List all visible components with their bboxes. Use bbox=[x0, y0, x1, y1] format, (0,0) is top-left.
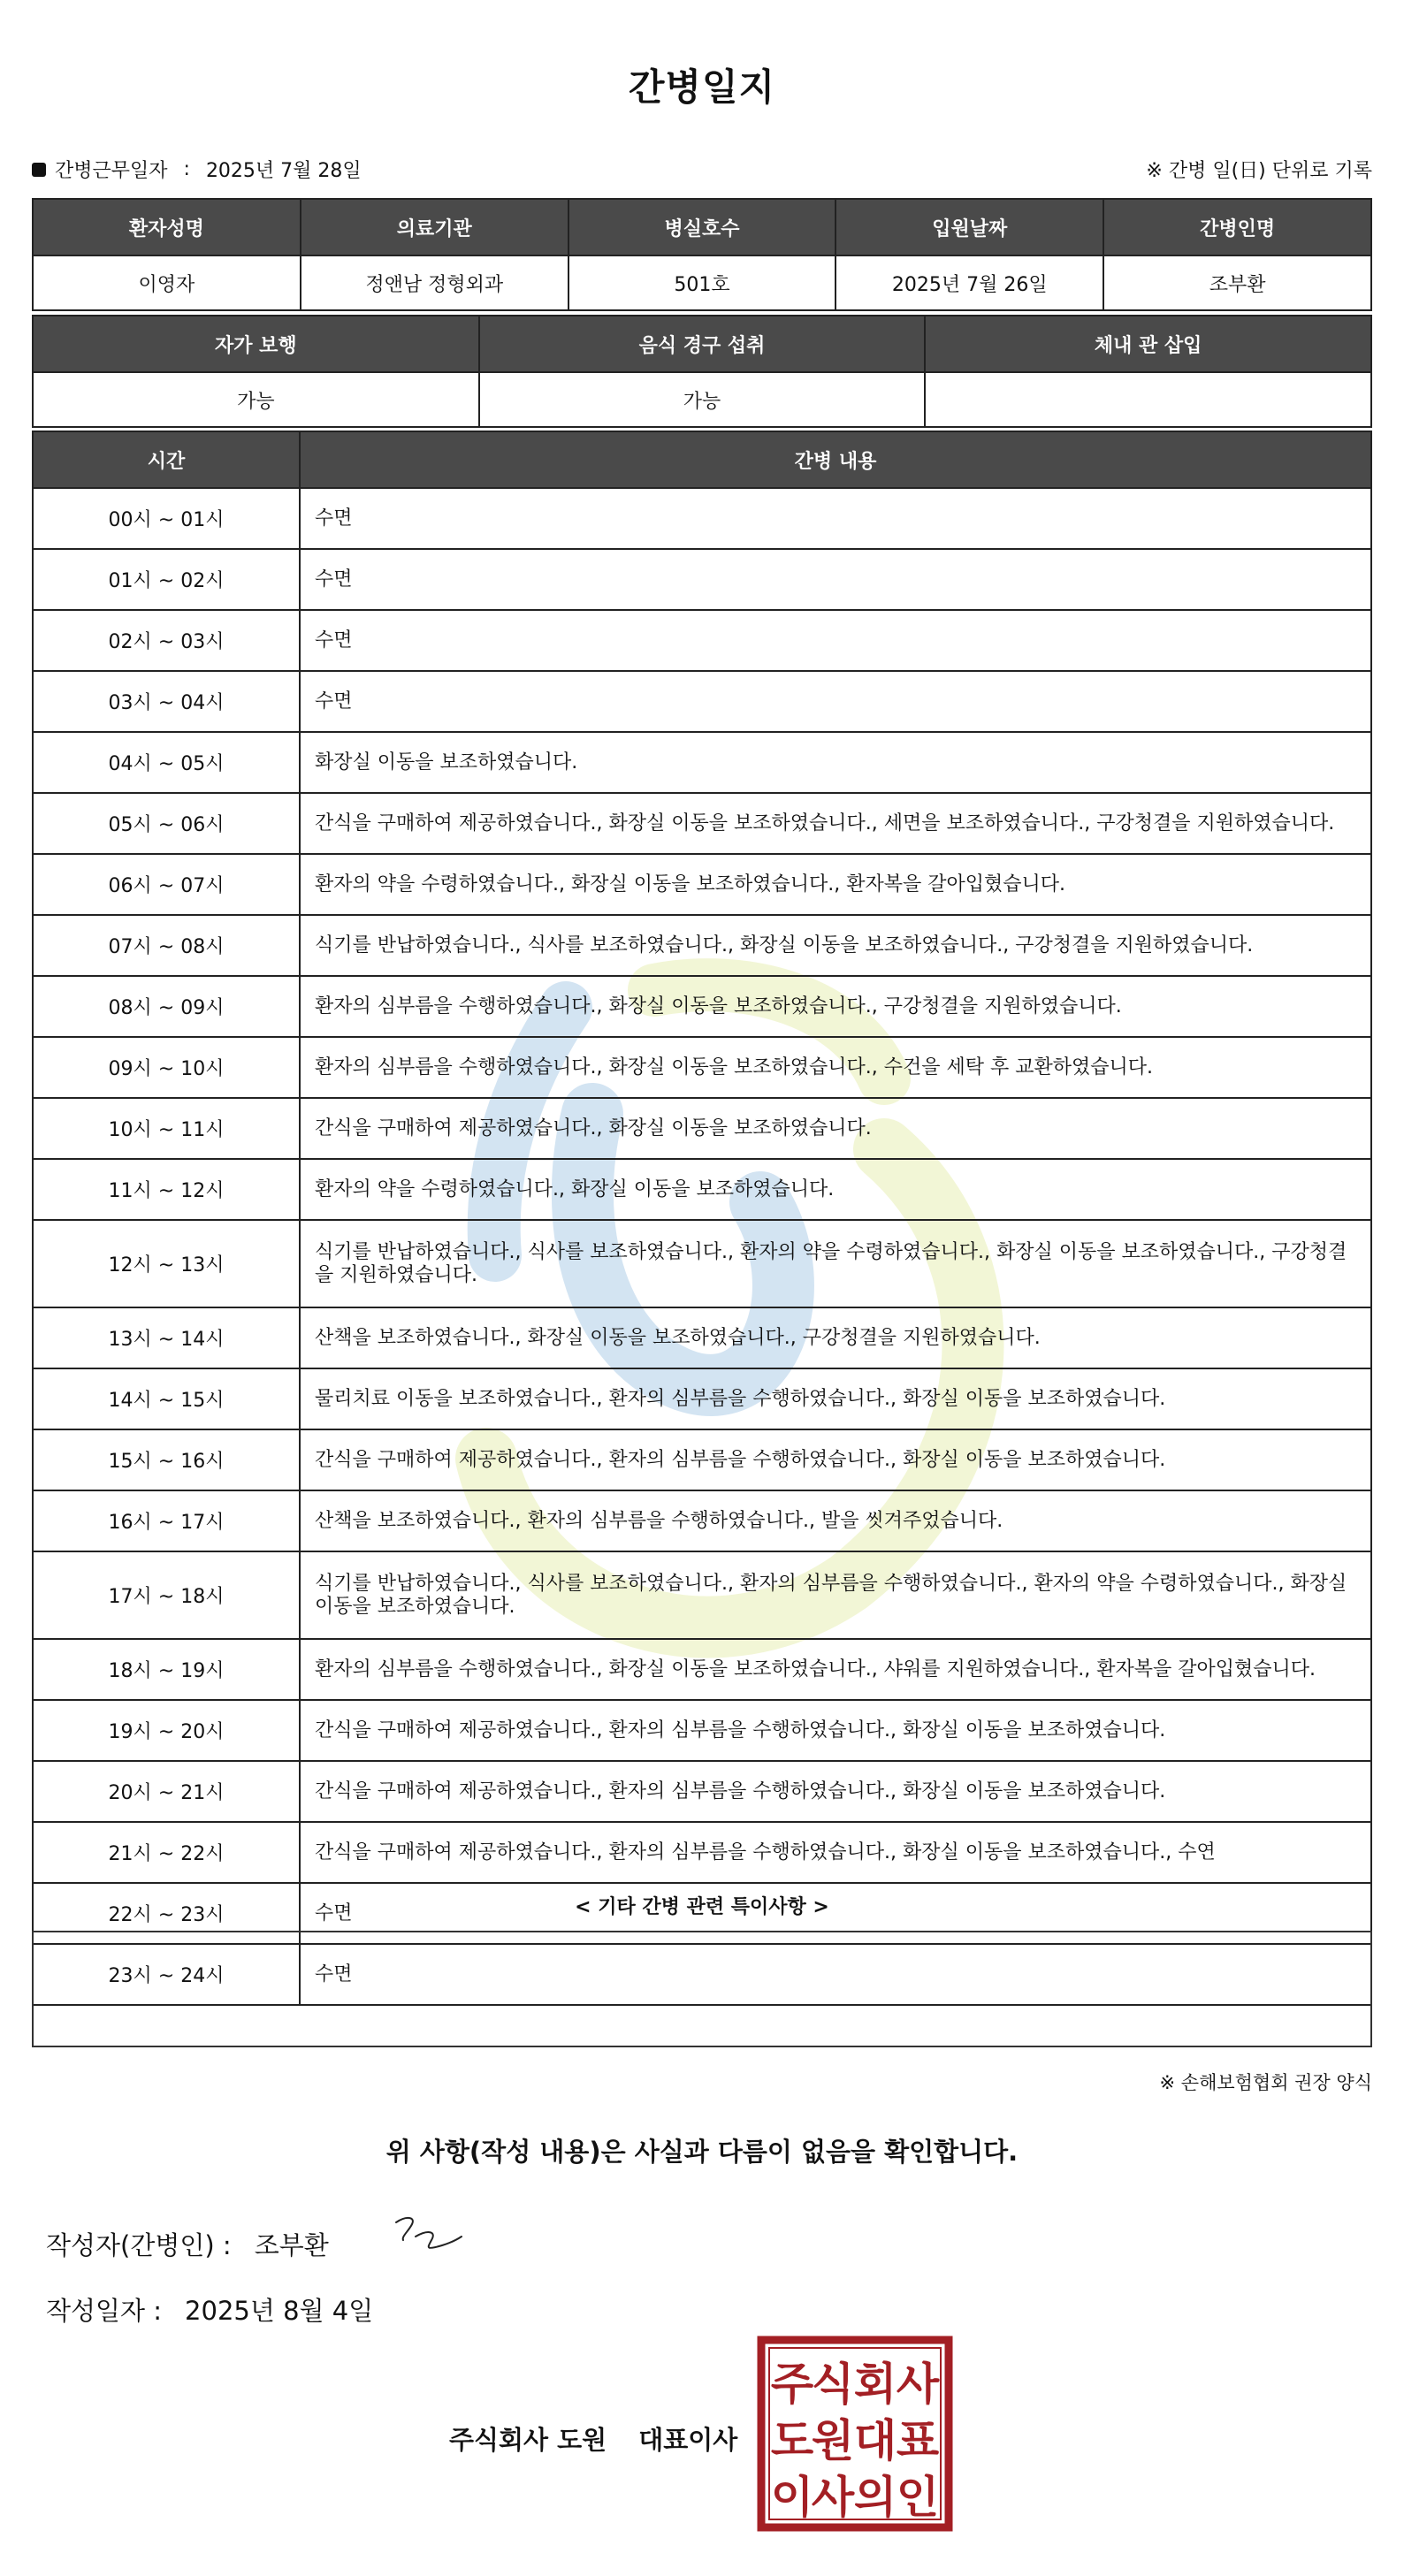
care-log-row bbox=[33, 1037, 1371, 1098]
svg-text:이: 이 bbox=[770, 2472, 814, 2523]
care-log-time: 05시 ~ 06시 bbox=[33, 793, 300, 854]
care-log-time: 06시 ~ 07시 bbox=[33, 854, 300, 915]
care-log-time: 02시 ~ 03시 bbox=[33, 610, 300, 671]
care-log-content: 환자의 심부름을 수행하였습니다., 화장실 이동을 보조하였습니다., 샤워를 지원하였습니다., 환자복을 갈아입혔습니다. bbox=[300, 1639, 1371, 1700]
care-log-row bbox=[33, 1761, 1371, 1822]
svg-text:원: 원 bbox=[811, 2415, 855, 2466]
care-log-time: 17시 ~ 18시 bbox=[33, 1551, 300, 1639]
handwritten-signature bbox=[389, 2210, 469, 2263]
care-log-time: 12시 ~ 13시 bbox=[33, 1220, 300, 1307]
work-date-value: 2025년 7월 28일 bbox=[205, 160, 362, 182]
header-hospital: 의료기관 bbox=[301, 199, 568, 255]
work-date-row bbox=[32, 156, 362, 183]
care-log-content: 간식을 구매하여 제공하였습니다., 환자의 심부름을 수행하였습니다., 화장실 이동을 보조하였습니다. bbox=[300, 1761, 1371, 1822]
care-log-content: 식기를 반납하였습니다., 식사를 보조하였습니다., 화장실 이동을 보조하였습니다., 구강청결을 지원하였습니다. bbox=[300, 915, 1371, 976]
care-log-row bbox=[33, 1159, 1371, 1220]
care-log-row bbox=[33, 1822, 1371, 1883]
care-log-content: 산책을 보조하였습니다., 환자의 심부름을 수행하였습니다., 발을 씻겨주었습니다. bbox=[300, 1490, 1371, 1551]
care-log-time: 16시 ~ 17시 bbox=[33, 1490, 300, 1551]
company-seal-stamp bbox=[757, 2336, 953, 2532]
care-log-row bbox=[33, 1429, 1371, 1490]
bullet-square-icon bbox=[32, 163, 46, 177]
care-log-time: 07시 ~ 08시 bbox=[33, 915, 300, 976]
care-log-row bbox=[33, 854, 1371, 915]
care-log-content: 환자의 심부름을 수행하였습니다., 화장실 이동을 보조하였습니다., 수건을 세탁 후 교환하였습니다. bbox=[300, 1037, 1371, 1098]
care-log-content: 수면 bbox=[300, 1883, 1371, 1944]
header-admission-date: 입원날짜 bbox=[836, 199, 1103, 255]
care-log-content: 식기를 반납하였습니다., 식사를 보조하였습니다., 환자의 심부름을 수행하였습니다., 환자의 약을 수령하였습니다., 화장실 이동을 보조하였습니다. bbox=[300, 1551, 1371, 1639]
care-log-content: 환자의 약을 수령하였습니다., 화장실 이동을 보조하였습니다. bbox=[300, 1159, 1371, 1220]
care-log-content: 식기를 반납하였습니다., 식사를 보조하였습니다., 환자의 약을 수령하였습니다., 화장실 이동을 보조하였습니다., 구강청결을 지원하였습니다. bbox=[300, 1220, 1371, 1307]
caregiver-name: 조부환 bbox=[1103, 255, 1371, 310]
care-log-content: 산책을 보조하였습니다., 화장실 이동을 보조하였습니다., 구강청결을 지원하였습니다. bbox=[300, 1307, 1371, 1368]
care-log-time: 08시 ~ 09시 bbox=[33, 976, 300, 1037]
status-header-row bbox=[33, 316, 1371, 372]
care-log-content: 간식을 구매하여 제공하였습니다., 환자의 심부름을 수행하였습니다., 화장실 이동을 보조하였습니다. bbox=[300, 1429, 1371, 1490]
document-title: 간병일지 bbox=[628, 65, 776, 109]
care-log-content: 간식을 구매하여 제공하였습니다., 환자의 심부름을 수행하였습니다., 화장실 이동을 보조하였습니다., 수연 bbox=[300, 1822, 1371, 1883]
header-tube-insertion: 체내 관 삽입 bbox=[925, 316, 1371, 372]
writer-label: 작성자(간병인) : bbox=[46, 2230, 232, 2260]
patient-header-row bbox=[33, 199, 1371, 255]
oral-intake-value: 가능 bbox=[479, 372, 926, 427]
care-log-body bbox=[33, 488, 1371, 2005]
care-log-row bbox=[33, 488, 1371, 549]
svg-text:주: 주 bbox=[770, 2359, 814, 2410]
care-log-row bbox=[33, 915, 1371, 976]
company-row bbox=[449, 2420, 737, 2457]
svg-text:식: 식 bbox=[811, 2359, 855, 2410]
care-log-row bbox=[33, 1639, 1371, 1700]
header-self-walking: 자가 보행 bbox=[33, 316, 479, 372]
care-log-row bbox=[33, 1368, 1371, 1429]
confirmation-statement: 위 사항(작성 내용)은 사실과 다름이 없음을 확인합니다. bbox=[385, 2137, 1019, 2167]
care-log-row bbox=[33, 610, 1371, 671]
care-log-time: 18시 ~ 19시 bbox=[33, 1639, 300, 1700]
header-time: 시간 bbox=[33, 431, 300, 488]
header-patient-name: 환자성명 bbox=[33, 199, 301, 255]
patient-name: 이영자 bbox=[33, 255, 301, 310]
care-log-time: 01시 ~ 02시 bbox=[33, 549, 300, 610]
care-log-row bbox=[33, 671, 1371, 732]
work-date-separator: : bbox=[183, 158, 190, 180]
care-log-content: 화장실 이동을 보조하였습니다. bbox=[300, 732, 1371, 793]
care-log-time: 00시 ~ 01시 bbox=[33, 488, 300, 549]
svg-text:인: 인 bbox=[896, 2472, 940, 2523]
room-number: 501호 bbox=[568, 255, 836, 310]
header-room: 병실호수 bbox=[568, 199, 836, 255]
company-representative-title: 대표이사 bbox=[638, 2425, 738, 2455]
svg-text:표: 표 bbox=[896, 2415, 940, 2466]
status-value-row bbox=[33, 372, 1371, 427]
care-log-time: 03시 ~ 04시 bbox=[33, 671, 300, 732]
care-log-time: 19시 ~ 20시 bbox=[33, 1700, 300, 1761]
recommend-note: ※ 손해보험협회 권장 양식 bbox=[1159, 2072, 1372, 2093]
svg-text:회: 회 bbox=[853, 2359, 897, 2410]
care-log-content: 수면 bbox=[300, 671, 1371, 732]
care-log-content: 수면 bbox=[300, 610, 1371, 671]
self-walking-value: 가능 bbox=[33, 372, 479, 427]
care-log-time: 15시 ~ 16시 bbox=[33, 1429, 300, 1490]
write-date-value: 2025년 8월 4일 bbox=[185, 2296, 374, 2326]
care-log-header-row bbox=[33, 431, 1371, 488]
care-log-row bbox=[33, 793, 1371, 854]
care-log-content: 환자의 심부름을 수행하였습니다., 화장실 이동을 보조하였습니다., 구강청결을 지원하였습니다. bbox=[300, 976, 1371, 1037]
care-log-time: 04시 ~ 05시 bbox=[33, 732, 300, 793]
care-log-time: 09시 ~ 10시 bbox=[33, 1037, 300, 1098]
header-care-content: 간병 내용 bbox=[300, 431, 1371, 488]
care-log-time: 13시 ~ 14시 bbox=[33, 1307, 300, 1368]
care-log-row bbox=[33, 732, 1371, 793]
care-log-time: 23시 ~ 24시 bbox=[33, 1944, 300, 2005]
patient-value-row bbox=[33, 255, 1371, 310]
writer-name: 조부환 bbox=[254, 2230, 329, 2260]
care-log-row bbox=[33, 1220, 1371, 1307]
work-date-label: 간병근무일자 bbox=[55, 160, 168, 182]
care-log-content: 환자의 약을 수령하였습니다., 화장실 이동을 보조하였습니다., 환자복을 갈아입혔습니다. bbox=[300, 854, 1371, 915]
header-oral-intake: 음식 경구 섭취 bbox=[479, 316, 926, 372]
care-log-time: 11시 ~ 12시 bbox=[33, 1159, 300, 1220]
patient-info-table bbox=[32, 198, 1372, 311]
care-log-row bbox=[33, 1307, 1371, 1368]
care-log-row bbox=[33, 1700, 1371, 1761]
care-log-content: 간식을 구매하여 제공하였습니다., 환자의 심부름을 수행하였습니다., 화장실 이동을 보조하였습니다. bbox=[300, 1700, 1371, 1761]
write-date-label: 작성일자 : bbox=[46, 2296, 163, 2326]
care-log-content: 수면 bbox=[300, 1944, 1371, 2005]
write-date-row bbox=[46, 2291, 373, 2328]
care-log-content: 간식을 구매하여 제공하였습니다., 화장실 이동을 보조하였습니다., 세면을 보조하였습니다., 구강청결을 지원하였습니다. bbox=[300, 793, 1371, 854]
writer-row bbox=[46, 2226, 329, 2262]
hospital-name: 정앤남 정형외과 bbox=[301, 255, 568, 310]
tube-insertion-value bbox=[925, 372, 1371, 427]
care-log-row bbox=[33, 1551, 1371, 1639]
unit-note: ※ 간병 일(日) 단위로 기록 bbox=[1146, 160, 1372, 182]
patient-status-table bbox=[32, 315, 1372, 428]
care-log-time: 21시 ~ 22시 bbox=[33, 1822, 300, 1883]
care-log-time: 20시 ~ 21시 bbox=[33, 1761, 300, 1822]
header-caregiver: 간병인명 bbox=[1103, 199, 1371, 255]
company-name: 주식회사 도원 bbox=[449, 2425, 607, 2455]
care-log-table bbox=[32, 431, 1372, 2006]
remarks-title: < 기타 간병 관련 특이사항 > bbox=[575, 1896, 829, 1918]
care-log-time: 14시 ~ 15시 bbox=[33, 1368, 300, 1429]
care-log-row bbox=[33, 976, 1371, 1037]
svg-text:도: 도 bbox=[770, 2415, 814, 2466]
care-log-content: 간식을 구매하여 제공하였습니다., 화장실 이동을 보조하였습니다. bbox=[300, 1098, 1371, 1159]
care-log-content: 수면 bbox=[300, 488, 1371, 549]
admission-date: 2025년 7월 26일 bbox=[836, 255, 1103, 310]
svg-text:사: 사 bbox=[896, 2359, 940, 2410]
care-log-time: 22시 ~ 23시 bbox=[33, 1883, 300, 1944]
svg-text:사: 사 bbox=[811, 2472, 855, 2523]
care-log-row bbox=[33, 1098, 1371, 1159]
care-log-row bbox=[33, 1490, 1371, 1551]
svg-text:대: 대 bbox=[853, 2415, 897, 2466]
remarks-box bbox=[32, 1931, 1372, 2047]
care-log-row bbox=[33, 549, 1371, 610]
care-log-content: 수면 bbox=[300, 549, 1371, 610]
care-log-content: 물리치료 이동을 보조하였습니다., 환자의 심부름을 수행하였습니다., 화장실 이동을 보조하였습니다. bbox=[300, 1368, 1371, 1429]
svg-text:의: 의 bbox=[853, 2472, 897, 2523]
care-log-time: 10시 ~ 11시 bbox=[33, 1098, 300, 1159]
